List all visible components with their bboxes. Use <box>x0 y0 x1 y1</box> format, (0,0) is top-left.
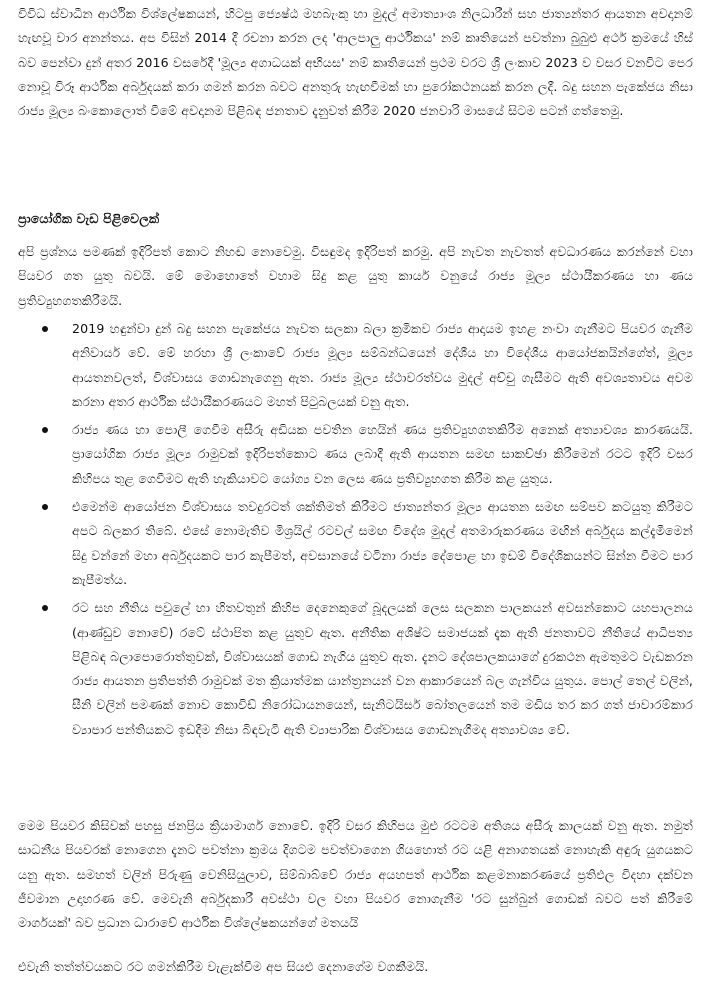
intro-paragraph: විවිධ ස්වාධීන ආර්ථික විශ්ලේෂකයන්, හිටපු ජ්‍යෙෂ්ඨ මහබැංකු හා මුදල් අමාත්‍යාංශ නිලධාරීන් සහ ජාත්‍යන්තර ආයතන අවදානම් හැඟවූ වාර අනන්තය. අප විසින් 2014 දී රචනා කරන ලද 'ආලපාලු ආර්ථිකය' නම් කෘතියෙන් පවත්නා බුබුළු අර්ථ ක්‍රමයේ හිස් බව පෙන්වා දුන් අතර 2016 වසරේදී 'මූල්‍ය අගාධයක් අභියස' නම් කෘතියෙන් ප්‍රථම වරට ශ්‍රී ලංකාව 2023 ව වසර වනවිට පෙර නොවූ විරූ ආර්ථික අර්බුදයක් කරා ගමන් කරන බවට අනතුරු හැඟවීමක් හා පුරෝකථනයක් කරන ලදී. බදු සහන පැකේජය නිසා රාජ්‍ය මූල්‍ය බංකොලොත් වීමේ අවදානම පිළිබඳ ජනතාව දැනුවත් කිරීම 2020 ජනවාරි මාසයේ සිටම පටන් ගත්තෙමු. <box>18 6 693 119</box>
bullet-item <box>18 418 693 491</box>
bullet-item <box>18 596 693 742</box>
paragraph-approach: අපි ප්‍රශ්නය පමණක් ඉදිරිපත් කොට නිහඬ නොවෙමු. විසඳුමද ඉදිරිපත් කරමු. අපි නැවත නැවතත් අවධාරණය කරන්නේ වහා පියවර ගත යුතු බවයි. මේ මොහොතේ වහාම සිදු කළ යුතු කාර්ය වනුයේ රාජ්‍ය මූල්‍ය ස්ථායීකරණය හා ණය ප්‍රතිව්‍යුහගතකිරීමයි. <box>18 244 693 308</box>
bullet-icon <box>42 427 48 433</box>
bullet-icon <box>42 326 48 332</box>
bullet-item <box>18 495 693 592</box>
paragraph-consequences: මෙම පියවර කිසිවක් පහසු ජනප්‍රිය ක්‍රියාමාර්ග නොවේ. ඉදිරි වසර කිහිපය මුළු රටටම අතිශය අසීරු කාලයක් වනු ඇත. නමුත් සාධනීය පියවරක් නොගෙන දැනට පවත්නා ක්‍රමය දිගටම පවත්වාගෙන ගියහොත් රට යළි අනාගතයක් නොහැකි අඳුරු යුගයකට යනු ඇත. සමහත් වලින් පිරුණු වෙනිසියුලාව, සිම්බාබ්වේ රාජ්‍ය අයහපත් ආර්ථික කළමනාකරණයේ ප්‍රතිඵල විදහා දක්වන ජීවමාන උදාහරණ වේ. මෙවැනි අර්බුදකාරී අවස්ථා වල වහා පියවර නොගැනීම 'රට සුන්බුන් ගොඩක් බවට පත් කිරීමේ මාර්ගයක්' බව ප්‍රධාන ධාරාවේ ආර්ථික විශ්ලේෂකයන්ගේ මතයයි <box>18 818 693 931</box>
action-bullet-list <box>18 317 693 746</box>
bullet-text: රට සහ නීතිය පවුලේ හා හිතවතුන් කිහිප දෙනෙකුගේ බූදලයක් ලෙස සලකන පාලකයන් අවසන්කොට යහපාලනය (ආණ්ඩුව නොවේ) රටේ ස්ථාපිත කළ යුතුව ඇත. අනීතික අශිෂ්ට සමාජයක් දැක ඇති ජනතාවට නීතියේ ආධිපත්‍ය පිළිබඳ බලාපොරොත්තුවක්, විශ්වාසයක් ගොඩ නැගිය යුතුව ඇත. දැනට දේශපාලකයාගේ දුරකථන ඇමතුමට වැඩකරන රාජ්‍ය ආයතන ප්‍රතිපත්ති රාමුවක් මත ක්‍රියාත්මක යාන්ත්‍රනයන් වන ආකාරයෙන් බල ගැන්විය යුතුය. පොල් තෙල් වලින්, සීනි වලින් පමණක් නොව කොවිඩ් නිරෝධායනයෙන්, සැනිටයිසර් බෝතලයෙන් තම මඩිය තර කර ගත් ජාවාරම්කාර ව්‍යාපාර පන්තියකට ඉඩදීම නිසා බිඳවැටී ඇති ව්‍යාපාරික විශ්වාසය ගොඩනැගීමද අත්‍යාවශ්‍ය වේ. <box>72 600 693 737</box>
section-heading: ප්‍රායෝගික වැඩ පිළිවෙලක් <box>18 211 160 226</box>
bullet-text: 2019 හඳුන්වා දුන් බදු සහන පැකේජය නැවත සලකා බලා ක්‍රමිකව රාජ්‍ය ආදායම ඉහළ නංවා ගැනීමට පියවර ගැනීම අනිවාර්ය වේ. මේ හරහා ශ්‍රී ලංකාවේ රාජ්‍ය මූල්‍ය සම්බන්ධයෙන් දේශීය හා විදේශීය ආයෝජකයින්ගේත්, මූල්‍ය ආයතනවලත්, විශ්වාසය ගොඩනැගෙනු ඇත. රාජ්‍ය මූල්‍ය ස්ථාවරත්වය මුදල් අච්චු ගැසීමට ඇති අවශ්‍යතාවය අවම කරනා අතර ආර්ථික ස්ථායීකරණයට මහත් පිටුබලයක් වනු ඇත. <box>72 321 693 409</box>
paragraph-closing: එවැනි තත්ත්වයකට රට ගමන්කිරීම වැළැක්වීම අප සියළු දෙනාගේම වගකීමයි. <box>18 959 429 974</box>
bullet-text: රාජ්‍ය ණය හා පොලී ගෙවීම අසීරු අඩියක පවතින හෙයින් ණය ප්‍රතිව්‍යුහගතකිරීම අනෙක් අත්‍යාවශ්‍ය කාරණයයි. ප්‍රායෝගික රාජ්‍ය මූල්‍ය රාමුවක් ඉදිරිපත්කොට ණය ලබාදී ඇති ආයතන සමඟ සාකච්ඡා කිරීමෙන් රටට ඉදිරි වසර කිහිපය තුළ ගෙවීමට ඇති හැකියාවට යෝග්‍ය වන ලෙස ණය ප්‍රතිව්‍යුහගත කිරීම කළ යුතුය. <box>72 422 693 486</box>
bullet-text: එමෙන්ම ආයෝජන විශ්වාසය තවදුරටත් ශක්තිමත් කිරීමට ජාත්‍යන්තර මූල්‍ය ආයතන සමඟ සම්පව කටයුතු කිරීමට අපට බලකර තිබේ. එසේ නොමැතිව මිශ්‍රයිල් රටවල් සමඟ විදේශ මුදල් අතමාරුකරණය මඟින් අර්බුදය කල්දැමීමෙන් සිදු වන්නේ මහා අර්බුදයකට පාර කැපීමත්, අවසානයේ වටිනා රාජ්‍ය දේපොළ හා ඉඩම් විදේශිකයන්ට සින්න වීමට පාර කැපීමත්ය. <box>72 499 693 587</box>
bullet-icon <box>42 504 48 510</box>
bullet-item <box>18 317 693 414</box>
bullet-icon <box>42 605 48 611</box>
